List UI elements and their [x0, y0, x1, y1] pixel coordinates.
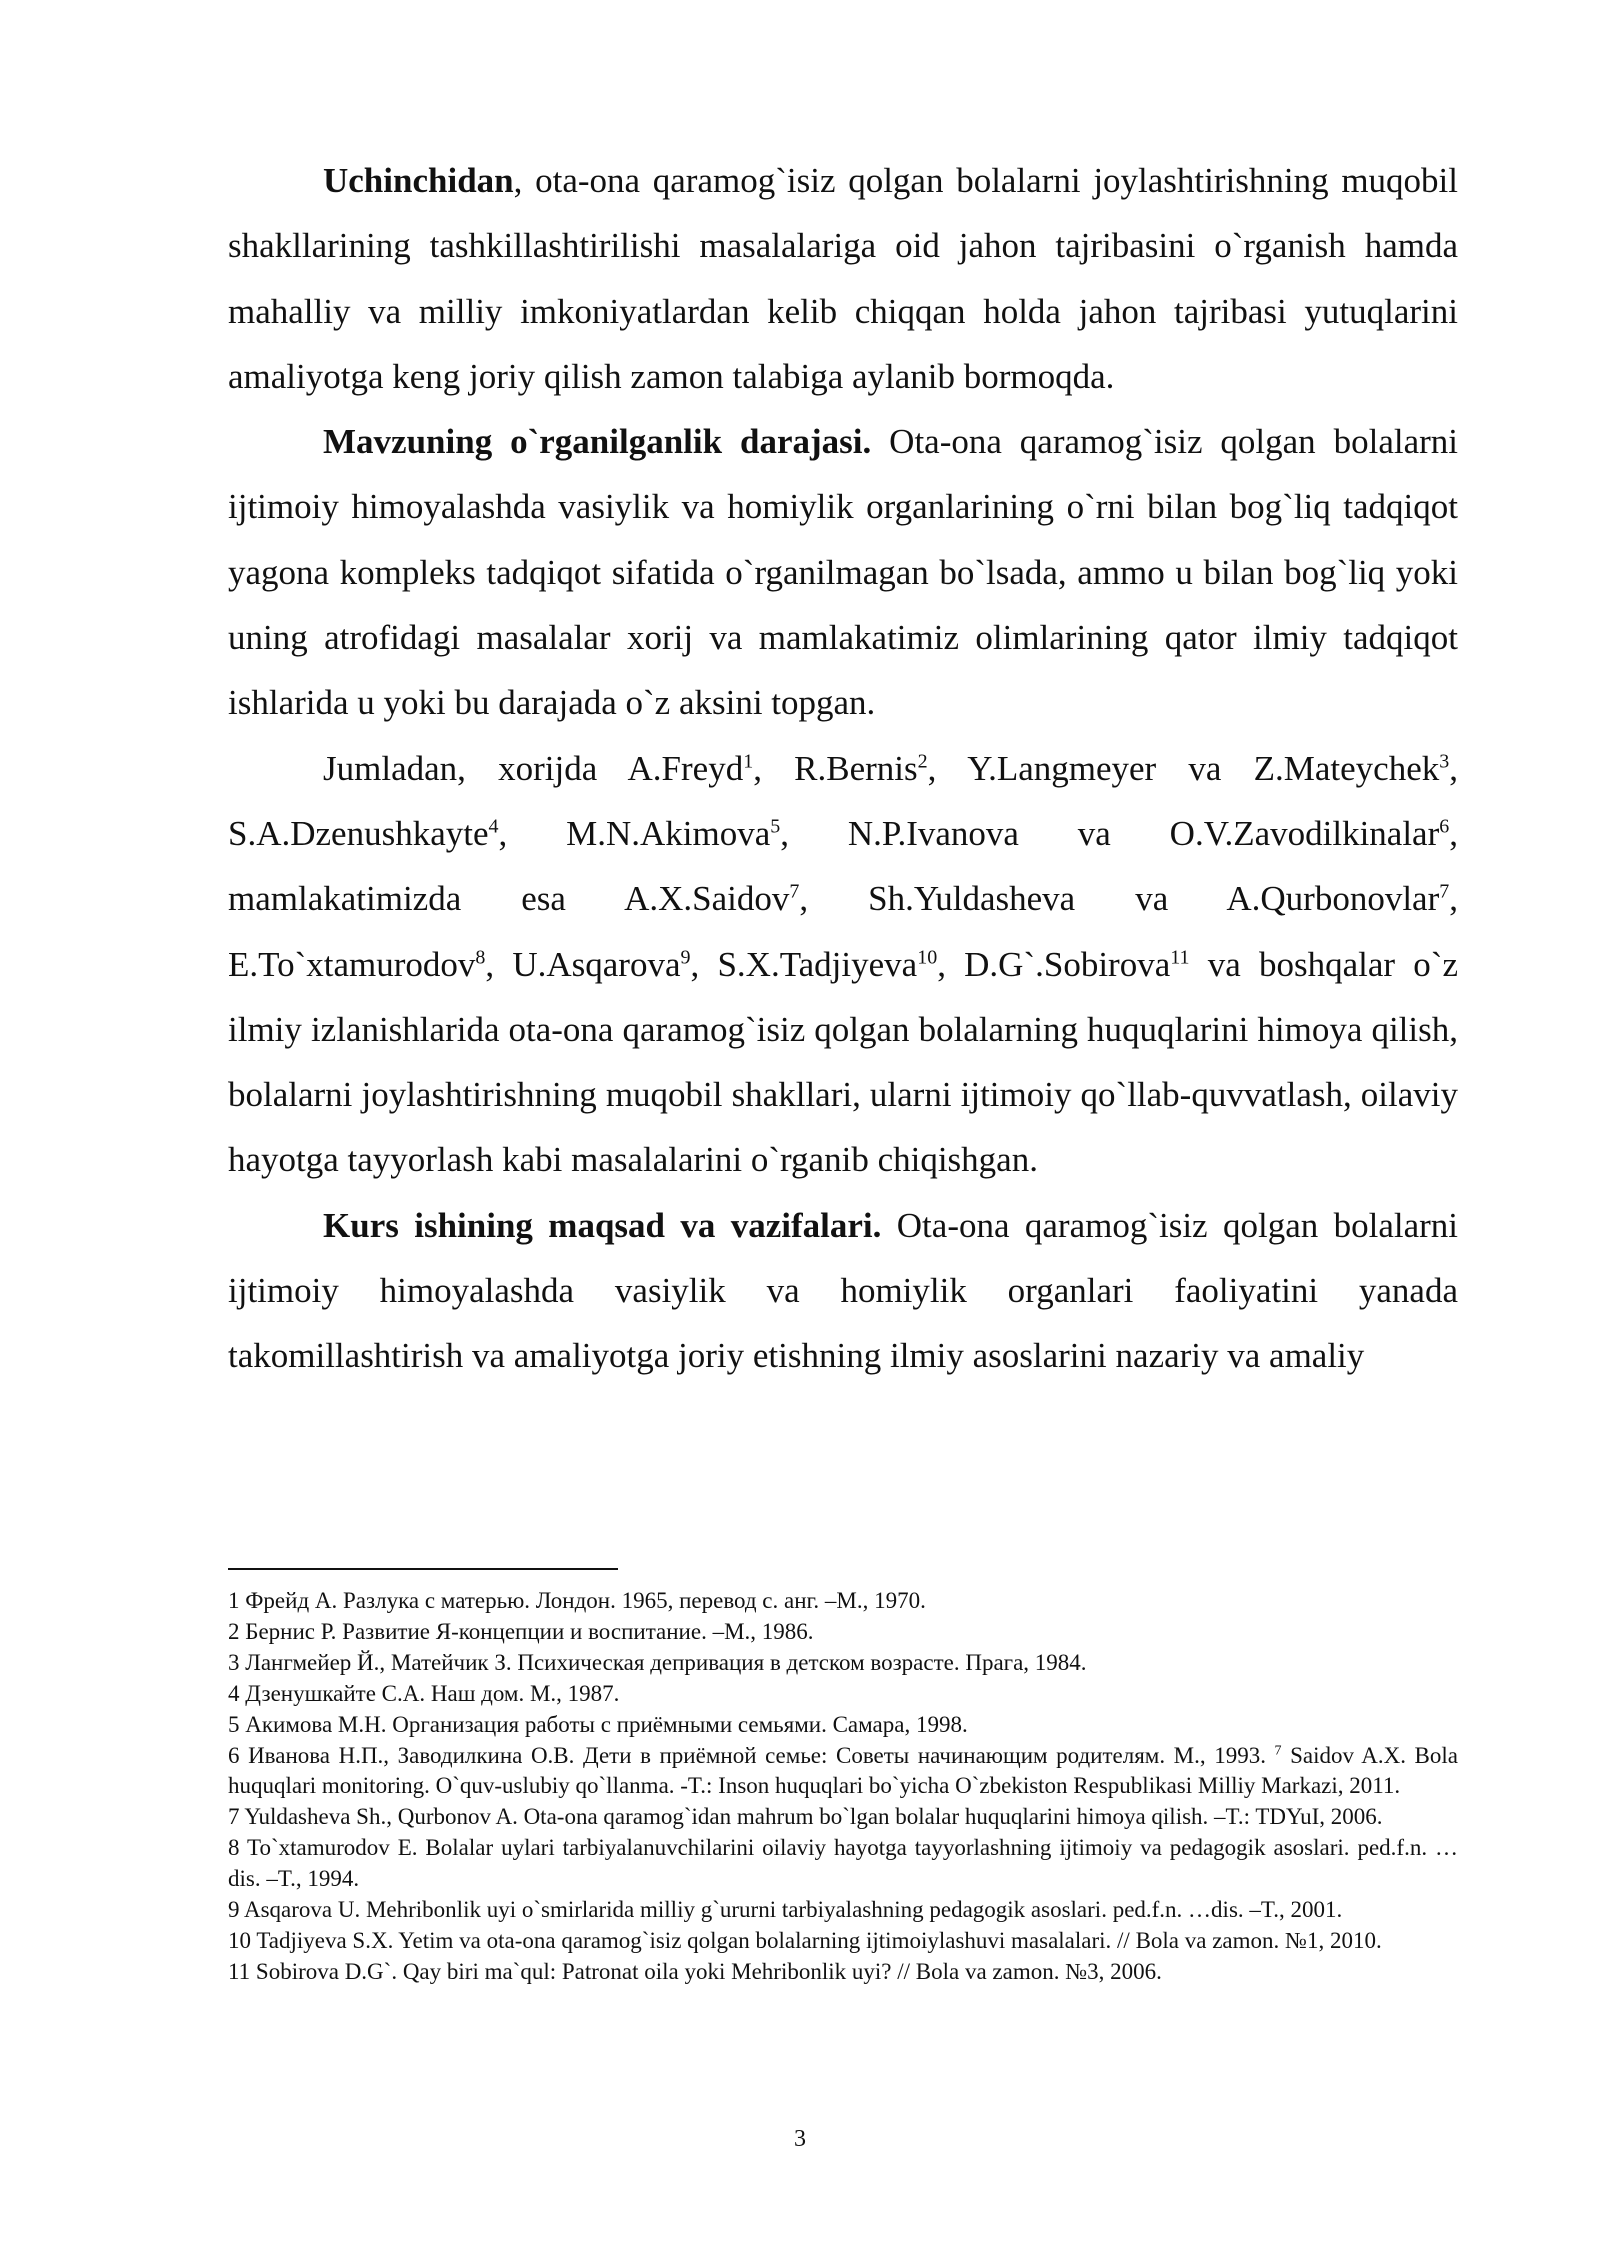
- paragraph-researchers: [228, 736, 1458, 1193]
- paragraph-text: Jumladan, xorijda A.Freyd: [323, 748, 744, 788]
- paragraph-uchinchidan: [228, 148, 1458, 409]
- paragraph-text: , Y.Langmeyer va Z.Mateychek: [927, 748, 1440, 788]
- paragraph-text: Ota-ona qaramog`isiz qolgan bolalarni ijtimoiy himoyalashda vasiylik va homiylik organlari faoliyatini yanada takomillashtirish va amaliyotga joriy etishning ilmiy asoslarini nazariy va amaliy: [228, 1205, 1459, 1376]
- paragraph-text: , Sh.Yuldasheva va A.Qurbonovlar: [799, 879, 1440, 919]
- paragraph-lead-word: Uchinchidan: [323, 161, 514, 200]
- footnote-ref: 11: [1170, 945, 1190, 968]
- paragraph-research-degree: [228, 409, 1458, 735]
- section-heading-research-degree: Mavzuning o`rganilganlik darajasi.: [323, 422, 872, 462]
- footnote-ref: 1: [743, 750, 754, 773]
- page-number: 3: [794, 2126, 806, 2152]
- footnote-ref: 4: [488, 815, 499, 838]
- footnote-6: [228, 1741, 1458, 1803]
- paragraph-text: , mamlakatimizda esa A.X.Saidov: [228, 813, 1458, 919]
- paragraph-text: , S.X.Tadjiyeva: [690, 944, 918, 984]
- paragraph-text: , M.N.Akimova: [498, 813, 771, 853]
- footnote-ref: 2: [917, 750, 928, 773]
- paragraph-text: va boshqalar o`z ilmiy izlanishlarida ota-ona qaramog`isiz qolgan bolalarning huquqlarini himoya qilish, bolalarni joylashtirishning muqobil shakllari, ularni ijtimoiy qo`llab-quvvatlash, oilaviy hayotga tayyorlash kabi masalalarini o`rganib chiqishgan.: [228, 944, 1458, 1180]
- footnote-11: 11 Sobirova D.G`. Qay biri ma`qul: Patronat oila yoki Mehribonlik uyi? // Bola va zamon. №3, 2006.: [228, 1958, 1162, 1984]
- section-heading-goals: Kurs ishining maqsad va vazifalari.: [323, 1205, 882, 1245]
- paragraph-text: , S.A.Dzenushkayte: [228, 748, 1458, 853]
- footnote-7: 7 Yuldasheva Sh., Qurbonov A. Ota-ona qaramog`idan mahrum bo`lgan bolalar huquqlarini himoya qilish. –T.: TDYuI, 2006.: [228, 1804, 1383, 1830]
- footnotes: [228, 1586, 1458, 1988]
- paragraph-text: , E.To`xtamurodov: [228, 879, 1458, 984]
- paragraph-text: Ota-ona qaramog`isiz qolgan bolalarni ijtimoiy himoyalashda vasiylik va homiylik organlarining o`rni bilan bog`liq tadqiqot yagona kompleks tadqiqot sifatida o`rganilmagan bo`lsada, ammo u bilan bog`liq yoki uning atrofidagi masalalar xorij va mamlakatimiz olimlarining qator ilmiy tadqiqot ishlarida u yoki bu darajada o`z aksini topgan.: [228, 422, 1458, 723]
- footnote-10: 10 Tadjiyeva S.X. Yetim va ota-ona qaramog`isiz qolgan bolalarning ijtimoiylashuvi masalalari. // Bola va zamon. №1, 2010.: [228, 1927, 1382, 1953]
- body-text: [228, 148, 1458, 1389]
- paragraph-goals: [228, 1193, 1458, 1389]
- footnote-6-tail: Saidov A.X. Bola huquqlari monitoring. O`quv-uslubiy qo`llanma. -T.: Inson huquqlari bo`yicha O`zbekiston Respublikasi Milliy Markazi, 2011.: [228, 1742, 1459, 1799]
- footnote-ref: 7: [789, 880, 800, 903]
- footnote-ref: 10: [917, 945, 938, 968]
- footnote-separator: [228, 1568, 618, 1570]
- paragraph-text: , ota-ona qaramog`isiz qolgan bolalarni joylashtirishning muqobil shakllarining tashkillashtirilishi masalalariga oid jahon tajribasini o`rganish hamda mahalliy va milliy imkoniyatlardan kelib chiqqan holda jahon tajribasi yutuqlarini amaliyotga keng joriy qilish zamon talabiga aylanib bormoqda.: [228, 161, 1458, 396]
- footnote-4: 4 Дзенушкайте С.А. Наш дом. М., 1987.: [228, 1680, 620, 1706]
- footnote-ref: 3: [1439, 750, 1450, 773]
- footnote-ref: 6: [1439, 815, 1450, 838]
- paragraph-text: , U.Asqarova: [485, 944, 681, 984]
- footnote-ref: 9: [680, 945, 691, 968]
- footnote-ref: 5: [770, 815, 781, 838]
- footnote-ref: 8: [475, 945, 486, 968]
- footnote-9: 9 Asqarova U. Mehribonlik uyi o`smirlarida milliy g`ururni tarbiyalashning pedagogik asoslari. ped.f.n. …dis. –T., 2001.: [228, 1897, 1343, 1923]
- footnote-1: 1 Фрейд А. Разлука с матерью. Лондон. 1965, перевод с. анг. –М., 1970.: [228, 1588, 926, 1613]
- paragraph-text: , R.Bernis: [753, 748, 918, 788]
- footnote-2: 2 Бернис Р. Развитие Я-концепции и воспитание. –М., 1986.: [228, 1618, 814, 1644]
- footnote-6-text: 6 Иванова Н.П., Заводилкина О.В. Дети в приёмной семье: Советы начинающим родителям. М., 1993.: [228, 1742, 1275, 1768]
- footnote-3: 3 Лангмейер Й., Матейчик З. Психическая депривация в детском возрасте. Прага, 1984.: [228, 1649, 1087, 1675]
- footnote-ref: 7: [1439, 880, 1450, 903]
- footnote-6-mark: 7: [1274, 1742, 1282, 1758]
- footnote-5: 5 Акимова М.Н. Организация работы с приёмными семьями. Самара, 1998.: [228, 1711, 968, 1737]
- paragraph-text: , N.P.Ivanova va O.V.Zavodilkinalar: [780, 813, 1440, 853]
- footnote-8: 8 To`xtamurodov E. Bolalar uylari tarbiyalanuvchilarini oilaviy hayotga tayyorlashning ijtimoiy va pedagogik asoslari. ped.f.n. …dis. –T., 1994.: [228, 1835, 1458, 1892]
- paragraph-text: , D.G`.Sobirova: [937, 944, 1171, 984]
